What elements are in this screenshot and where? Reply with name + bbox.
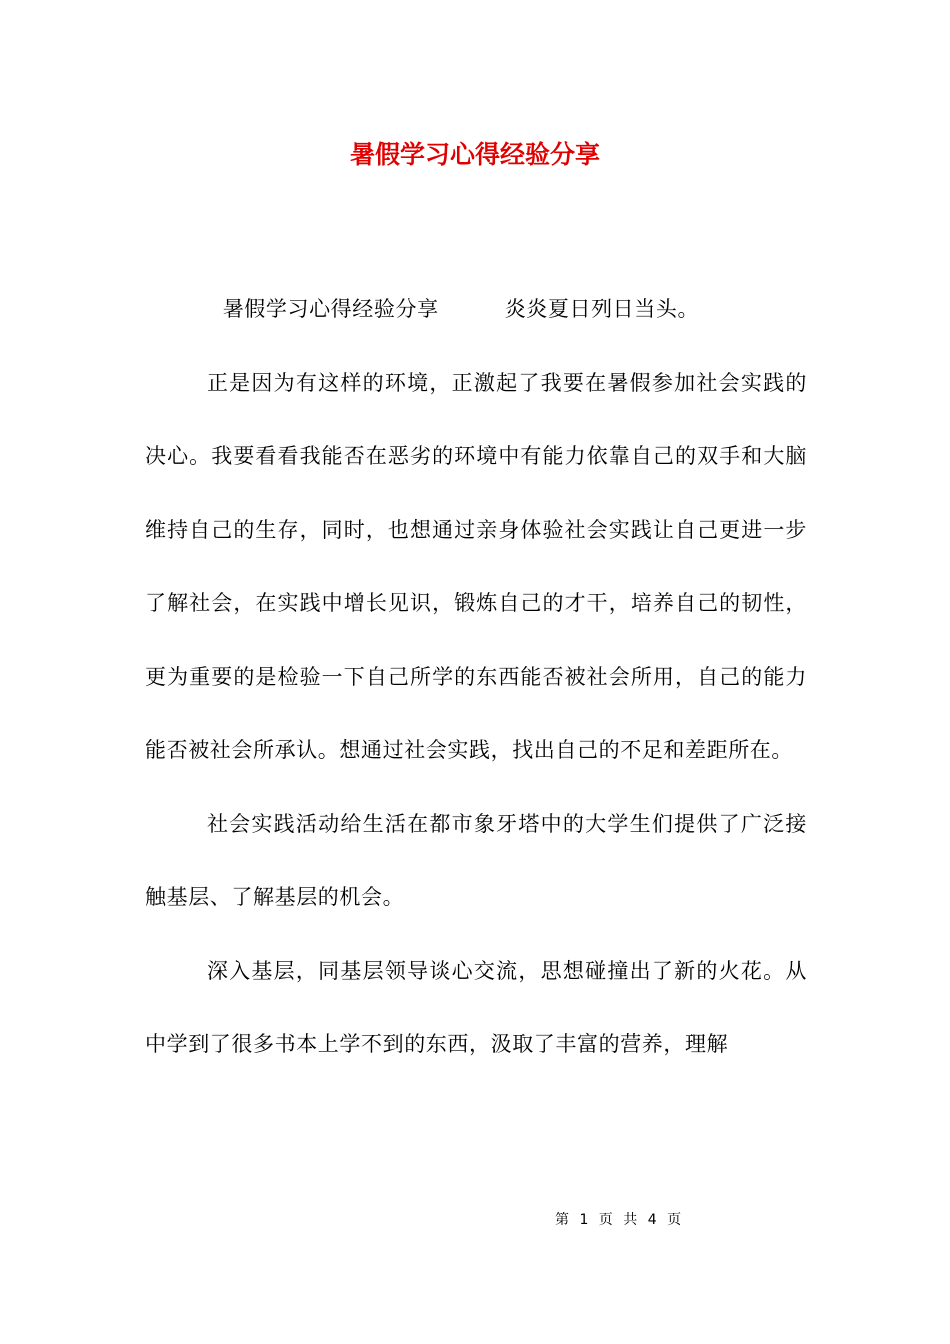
document-body [145, 273, 807, 1082]
intro-heading: 暑假学习心得经验分享 [222, 297, 439, 321]
document-title: 暑假学习心得经验分享 [349, 140, 600, 169]
page-number: 第 1 页 共 4 页 [555, 1212, 683, 1228]
paragraph: 正是因为有这样的环境，正激起了我要在暑假参加社会实践的决心。我要看看我能否在恶劣的环境中有能力依靠自己的双手和大脑维持自己的生存，同时，也想通过亲身体验社会实践让自己更进一步了解社会，在实践中增长见识，锻炼自己的才干，培养自己的韧性，更为重要的是检验一下自己所学的东西能否被社会所用，自己的能力能否被社会所承认。想通过社会实践，找出自己的不足和差距所在。 [145, 370, 807, 762]
paragraph: 社会实践活动给生活在都市象牙塔中的大学生们提供了广泛接触基层、了解基层的机会。 [145, 811, 807, 909]
intro-line [145, 273, 807, 347]
paragraph: 深入基层，同基层领导谈心交流，思想碰撞出了新的火花。从中学到了很多书本上学不到的东西，汲取了丰富的营养，理解 [145, 958, 807, 1056]
intro-sentence: 炎炎夏日列日当头。 [504, 297, 700, 321]
